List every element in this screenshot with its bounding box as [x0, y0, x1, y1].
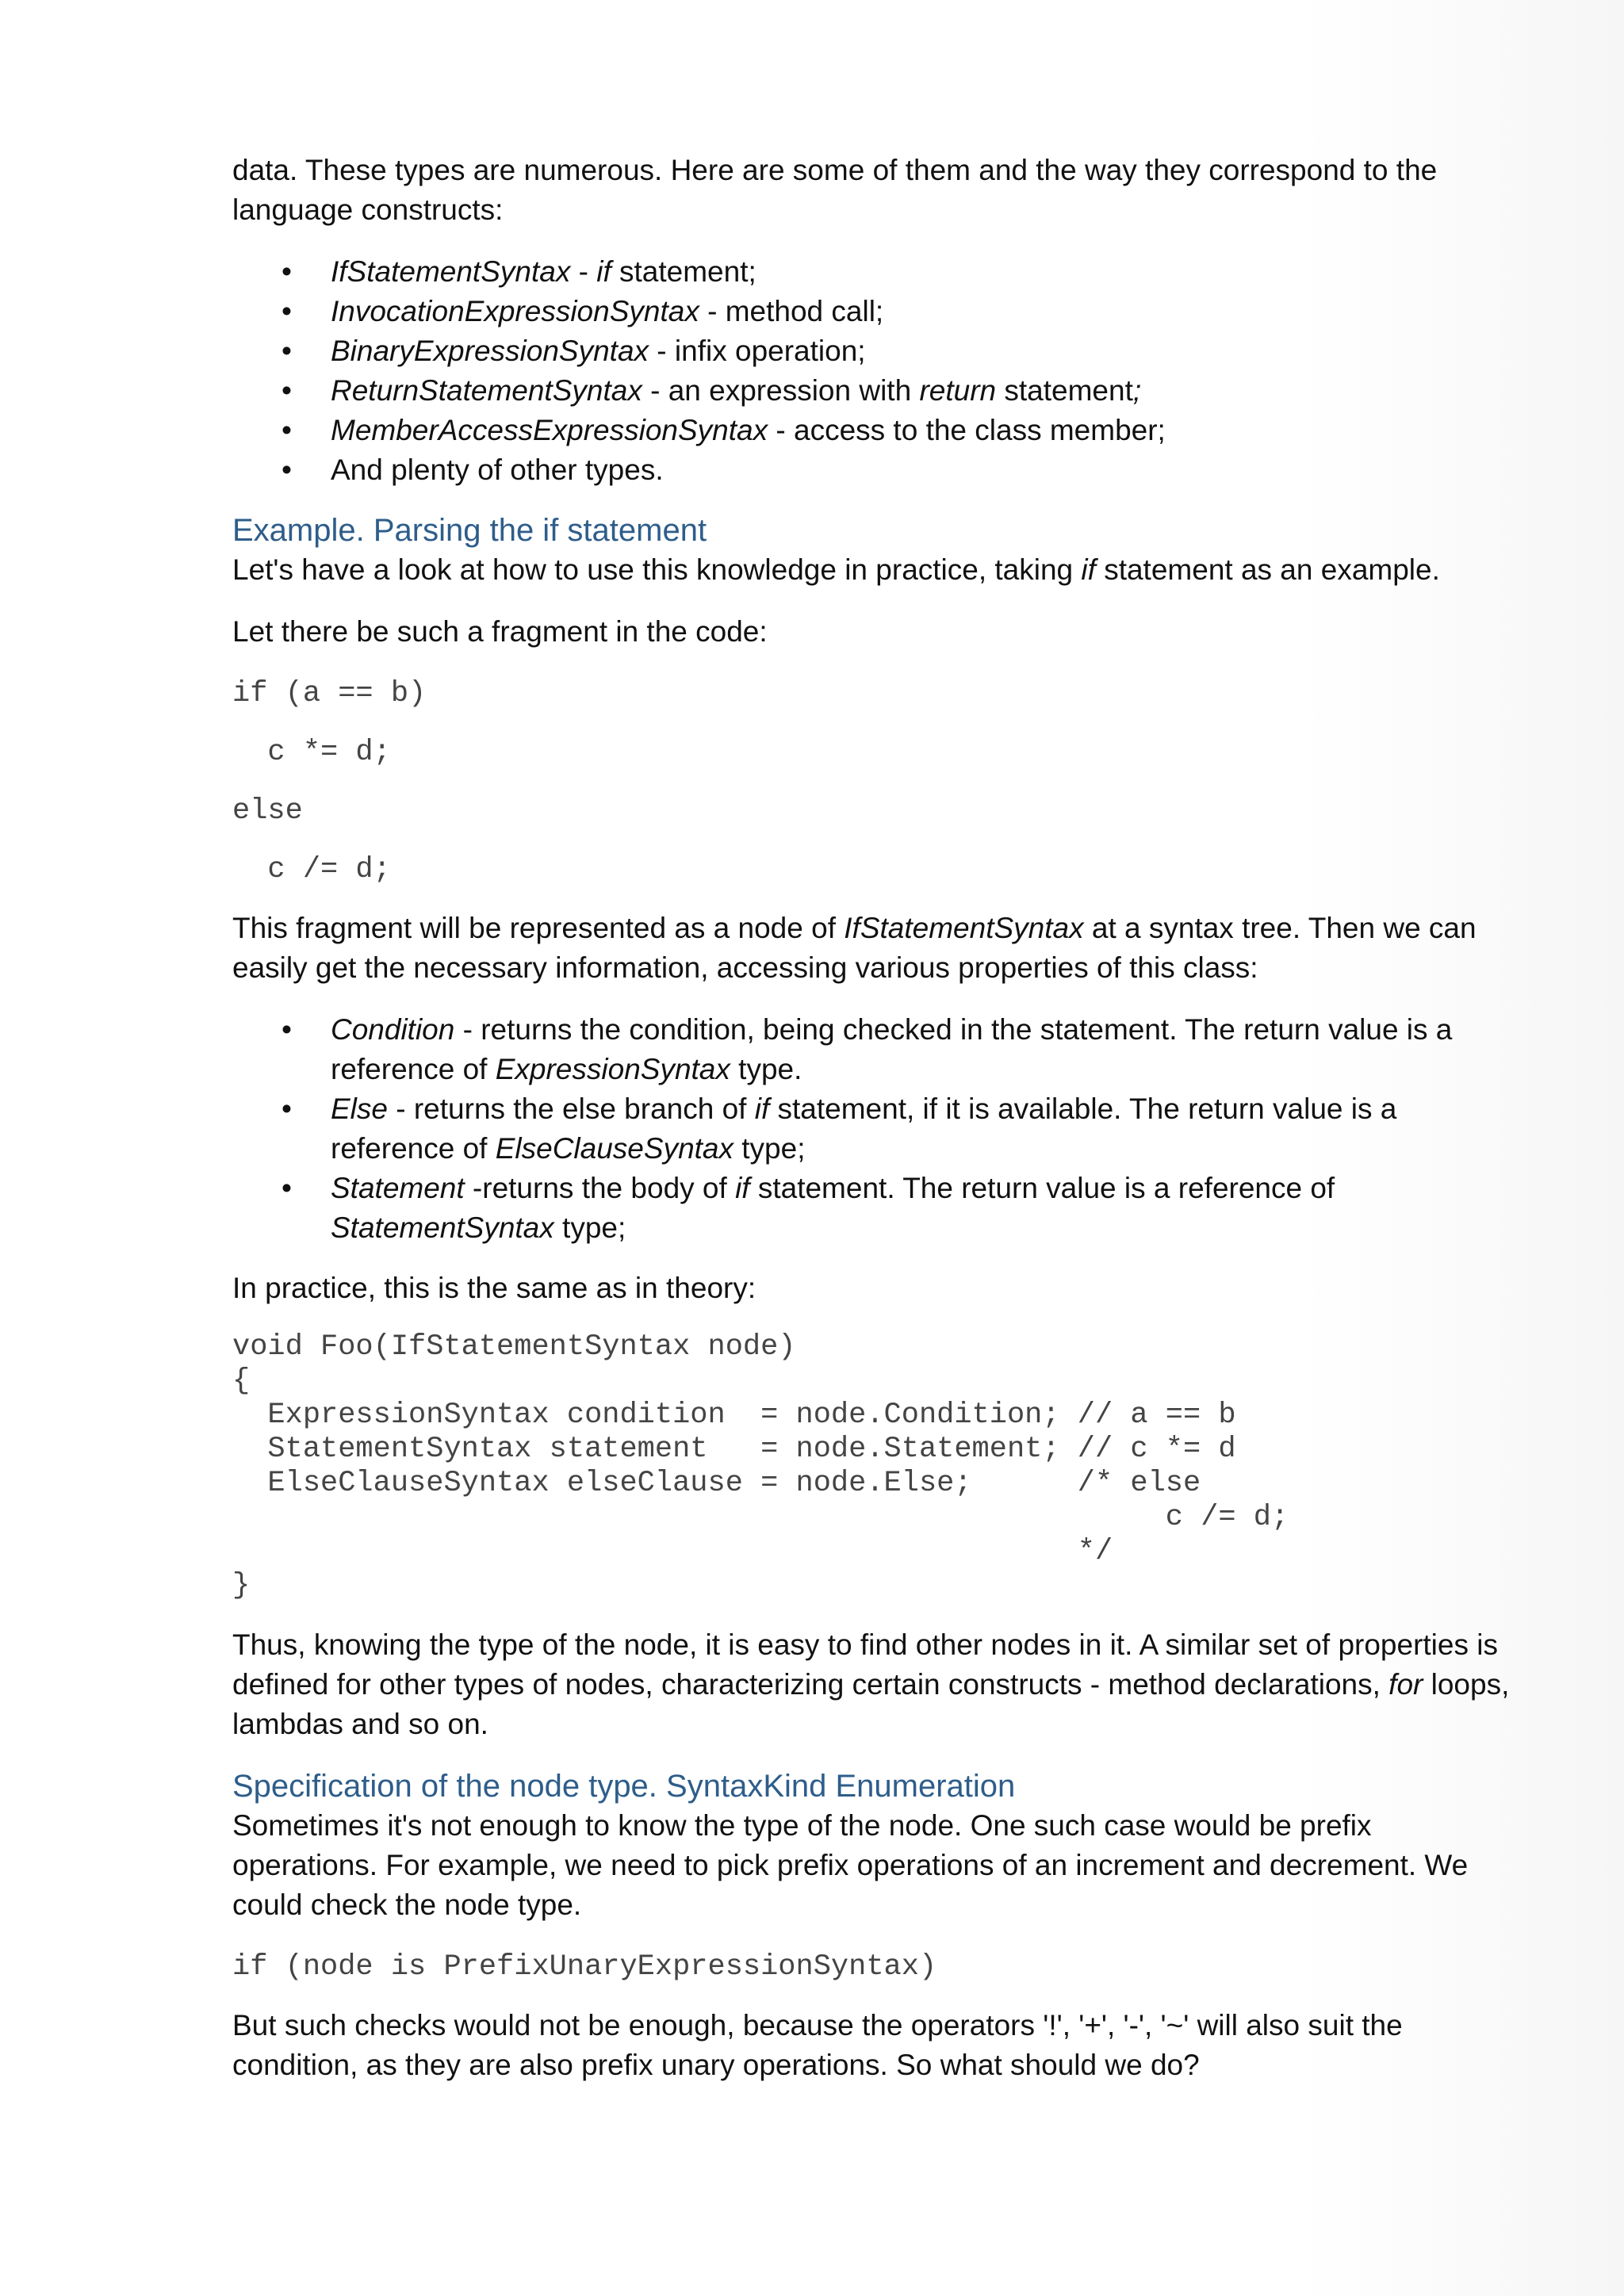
- bullet-icon: •: [282, 335, 292, 367]
- list-item: • Statement -returns the body of if statement. The return value is a reference of StatementSyntax type;: [232, 1169, 1517, 1248]
- code-line: if (node is PrefixUnaryExpressionSyntax): [232, 1950, 937, 1984]
- list-item: • ReturnStatementSyntax - an expression with return statement;: [232, 371, 1517, 411]
- paragraph: Sometimes it's not enough to know the type of the node. One such case would be prefix operations. For example, we need to pick prefix operations of an increment and decrement. We could check the node type.: [232, 1809, 1469, 1921]
- code-line: c *= d;: [232, 736, 391, 769]
- list-item: • Else - returns the else branch of if statement, if it is available. The return value is a reference of ElseClauseSyntax type;: [232, 1089, 1517, 1169]
- code-line: c /= d;: [232, 853, 391, 886]
- bullet-icon: •: [282, 1172, 292, 1204]
- paragraph: Thus, knowing the type of the node, it is easy to find other nodes in it. A similar set of properties is defined for other types of nodes, characterizing certain constructs - method declarations, for loops, lambdas and so on.: [232, 1628, 1510, 1740]
- paragraph: In practice, this is the same as in theory:: [232, 1272, 756, 1304]
- bullet-icon: •: [282, 1013, 292, 1046]
- bullet-icon: •: [282, 374, 292, 407]
- paragraph: This fragment will be represented as a node of IfStatementSyntax at a syntax tree. Then we can easily get the necessary information, accessing various properties of this class:: [232, 912, 1477, 984]
- code-line: else: [232, 794, 303, 828]
- document-content: [232, 151, 1517, 2107]
- list-item: • Condition - returns the condition, being checked in the statement. The return value is a reference of ExpressionSyntax type.: [232, 1010, 1517, 1089]
- list-item: • MemberAccessExpressionSyntax - access to the class member;: [232, 411, 1517, 450]
- code-block: void Foo(IfStatementSyntax node) { ExpressionSyntax condition = node.Condition; // a == b StatementSyntax statement = node.Statement; // c *= d ElseClauseSyntax elseClause = node.Else; /* else c /= d; */ }: [232, 1330, 1289, 1602]
- paragraph: Let there be such a fragment in the code:: [232, 615, 768, 648]
- list-item: • And plenty of other types.: [232, 450, 1517, 490]
- syntax-type-list: [232, 252, 1517, 490]
- code-line: if (a == b): [232, 677, 427, 710]
- paragraph: But such checks would not be enough, because the operators '!', '+', '-', '~' will also suit the condition, as they are also prefix unary operations. So what should we do?: [232, 2009, 1403, 2081]
- paragraph: Let's have a look at how to use this knowledge in practice, taking if statement as an example.: [232, 553, 1440, 586]
- bullet-icon: •: [282, 414, 292, 446]
- bullet-icon: •: [282, 255, 292, 288]
- list-item: • BinaryExpressionSyntax - infix operation;: [232, 331, 1517, 371]
- list-item: • InvocationExpressionSyntax - method call;: [232, 292, 1517, 331]
- bullet-icon: •: [282, 1093, 292, 1125]
- section-heading: Example. Parsing the if statement: [232, 513, 707, 548]
- bullet-icon: •: [282, 295, 292, 327]
- property-list: [232, 1010, 1517, 1248]
- list-item: • IfStatementSyntax - if statement;: [232, 252, 1517, 292]
- bullet-icon: •: [282, 453, 292, 486]
- section-heading: Specification of the node type. SyntaxKind Enumeration: [232, 1769, 1016, 1804]
- intro-paragraph: data. These types are numerous. Here are some of them and the way they correspond to the language constructs:: [232, 154, 1438, 226]
- code-fragment: [232, 674, 1517, 890]
